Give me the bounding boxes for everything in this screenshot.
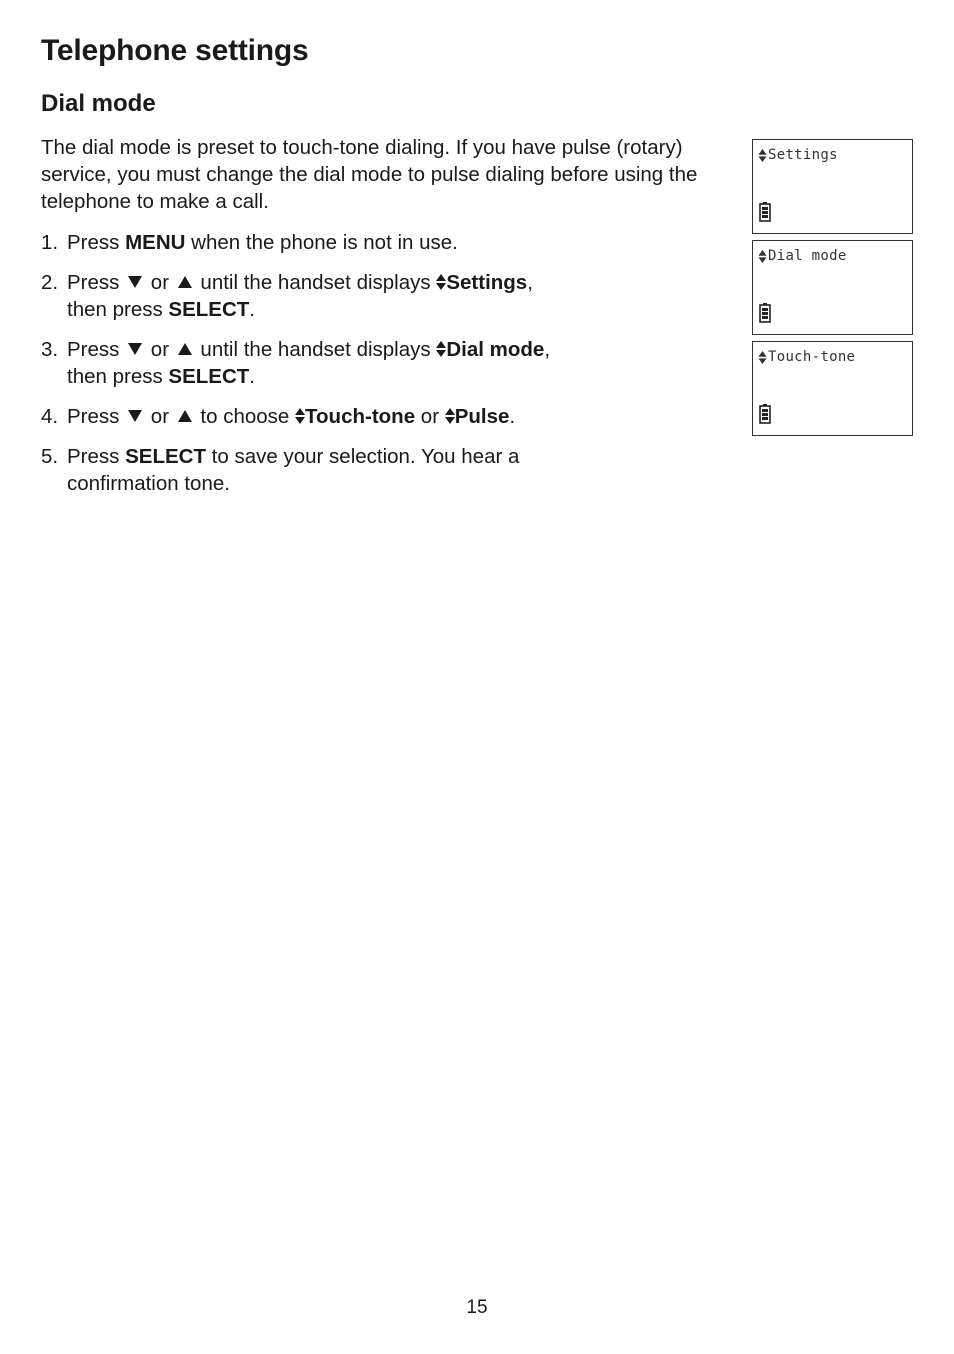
step-text bbox=[67, 229, 701, 256]
step-text bbox=[67, 403, 701, 430]
down-arrow-icon bbox=[128, 343, 142, 355]
down-arrow-icon bbox=[128, 410, 142, 422]
battery-icon bbox=[759, 404, 771, 424]
step-number: 1. bbox=[41, 231, 59, 254]
menu-target-label: Dial mode bbox=[446, 338, 545, 361]
step-text-part: Press bbox=[67, 231, 126, 254]
step-text-part: , bbox=[527, 271, 533, 294]
menu-target-label: Settings bbox=[446, 271, 528, 294]
step-text-part: until the handset displays bbox=[194, 338, 437, 361]
step-text bbox=[67, 443, 587, 497]
step-1 bbox=[41, 229, 701, 256]
screen-label: Settings bbox=[768, 147, 838, 163]
option-pulse-label: Pulse bbox=[454, 405, 510, 428]
screen-label: Dial mode bbox=[768, 248, 847, 264]
up-arrow-icon bbox=[178, 343, 192, 355]
up-down-nav-icon bbox=[436, 341, 446, 357]
intro-paragraph: The dial mode is preset to touch-tone dialing. If you have pulse (rotary) service, you must change the dial mode to pulse dialing before using the telephone to make a call. bbox=[41, 136, 698, 213]
handset-screen-settings bbox=[752, 139, 913, 234]
battery-icon bbox=[759, 303, 771, 323]
step-5 bbox=[41, 443, 701, 497]
screen-line bbox=[758, 147, 838, 163]
step-text-part: or bbox=[145, 405, 175, 428]
step-number: 2. bbox=[41, 271, 59, 294]
step-text-part: when the phone is not in use. bbox=[185, 231, 458, 254]
step-text-part: . bbox=[249, 365, 255, 388]
page-number: 15 bbox=[466, 1297, 488, 1318]
up-down-nav-icon bbox=[758, 250, 767, 263]
step-text-part: Press bbox=[67, 338, 126, 361]
screen-line bbox=[758, 349, 855, 365]
step-3 bbox=[41, 336, 701, 390]
step-2 bbox=[41, 269, 701, 323]
down-arrow-icon bbox=[128, 276, 142, 288]
up-down-nav-icon bbox=[436, 274, 446, 290]
up-arrow-icon bbox=[178, 276, 192, 288]
select-key-label: SELECT bbox=[168, 298, 250, 321]
section-title: Dial mode bbox=[41, 90, 156, 117]
handset-screens bbox=[752, 139, 913, 442]
up-down-nav-icon bbox=[295, 408, 305, 424]
step-text-part: then press bbox=[67, 298, 169, 321]
step-text-part: to save your selection. You hear a confirmation tone. bbox=[67, 445, 520, 495]
handset-screen-dial-mode bbox=[752, 240, 913, 335]
select-key-label: SELECT bbox=[168, 365, 250, 388]
up-down-nav-icon bbox=[445, 408, 455, 424]
step-text-part: , bbox=[544, 338, 551, 361]
step-number: 3. bbox=[41, 338, 59, 361]
up-arrow-icon bbox=[178, 410, 192, 422]
handset-screen-touch-tone bbox=[752, 341, 913, 436]
step-text bbox=[67, 269, 701, 323]
select-key-label: SELECT bbox=[125, 445, 206, 468]
screen-label: Touch-tone bbox=[768, 349, 856, 365]
step-4 bbox=[41, 403, 701, 430]
step-text-part: until the handset displays bbox=[194, 271, 437, 294]
option-touch-tone-label: Touch-tone bbox=[305, 405, 416, 428]
up-down-nav-icon bbox=[758, 149, 767, 162]
step-number: 4. bbox=[41, 405, 59, 428]
screen-line bbox=[758, 248, 847, 264]
battery-icon bbox=[759, 202, 771, 222]
step-text-part: or bbox=[415, 405, 445, 428]
step-text-part: to choose bbox=[194, 405, 296, 428]
menu-key-label: MENU bbox=[125, 231, 186, 254]
step-number: 5. bbox=[41, 445, 59, 468]
step-text-part: Press bbox=[67, 271, 126, 294]
step-text-part: Press bbox=[67, 445, 126, 468]
step-text-part: Press bbox=[67, 405, 126, 428]
up-down-nav-icon bbox=[758, 351, 767, 364]
step-text-part: . bbox=[509, 405, 516, 428]
step-text-part: or bbox=[145, 271, 175, 294]
step-text-part: then press bbox=[67, 365, 169, 388]
step-text bbox=[67, 336, 701, 390]
steps-list bbox=[41, 229, 701, 510]
step-text-part: or bbox=[145, 338, 175, 361]
page-title: Telephone settings bbox=[41, 34, 309, 67]
step-text-part: . bbox=[249, 298, 255, 321]
